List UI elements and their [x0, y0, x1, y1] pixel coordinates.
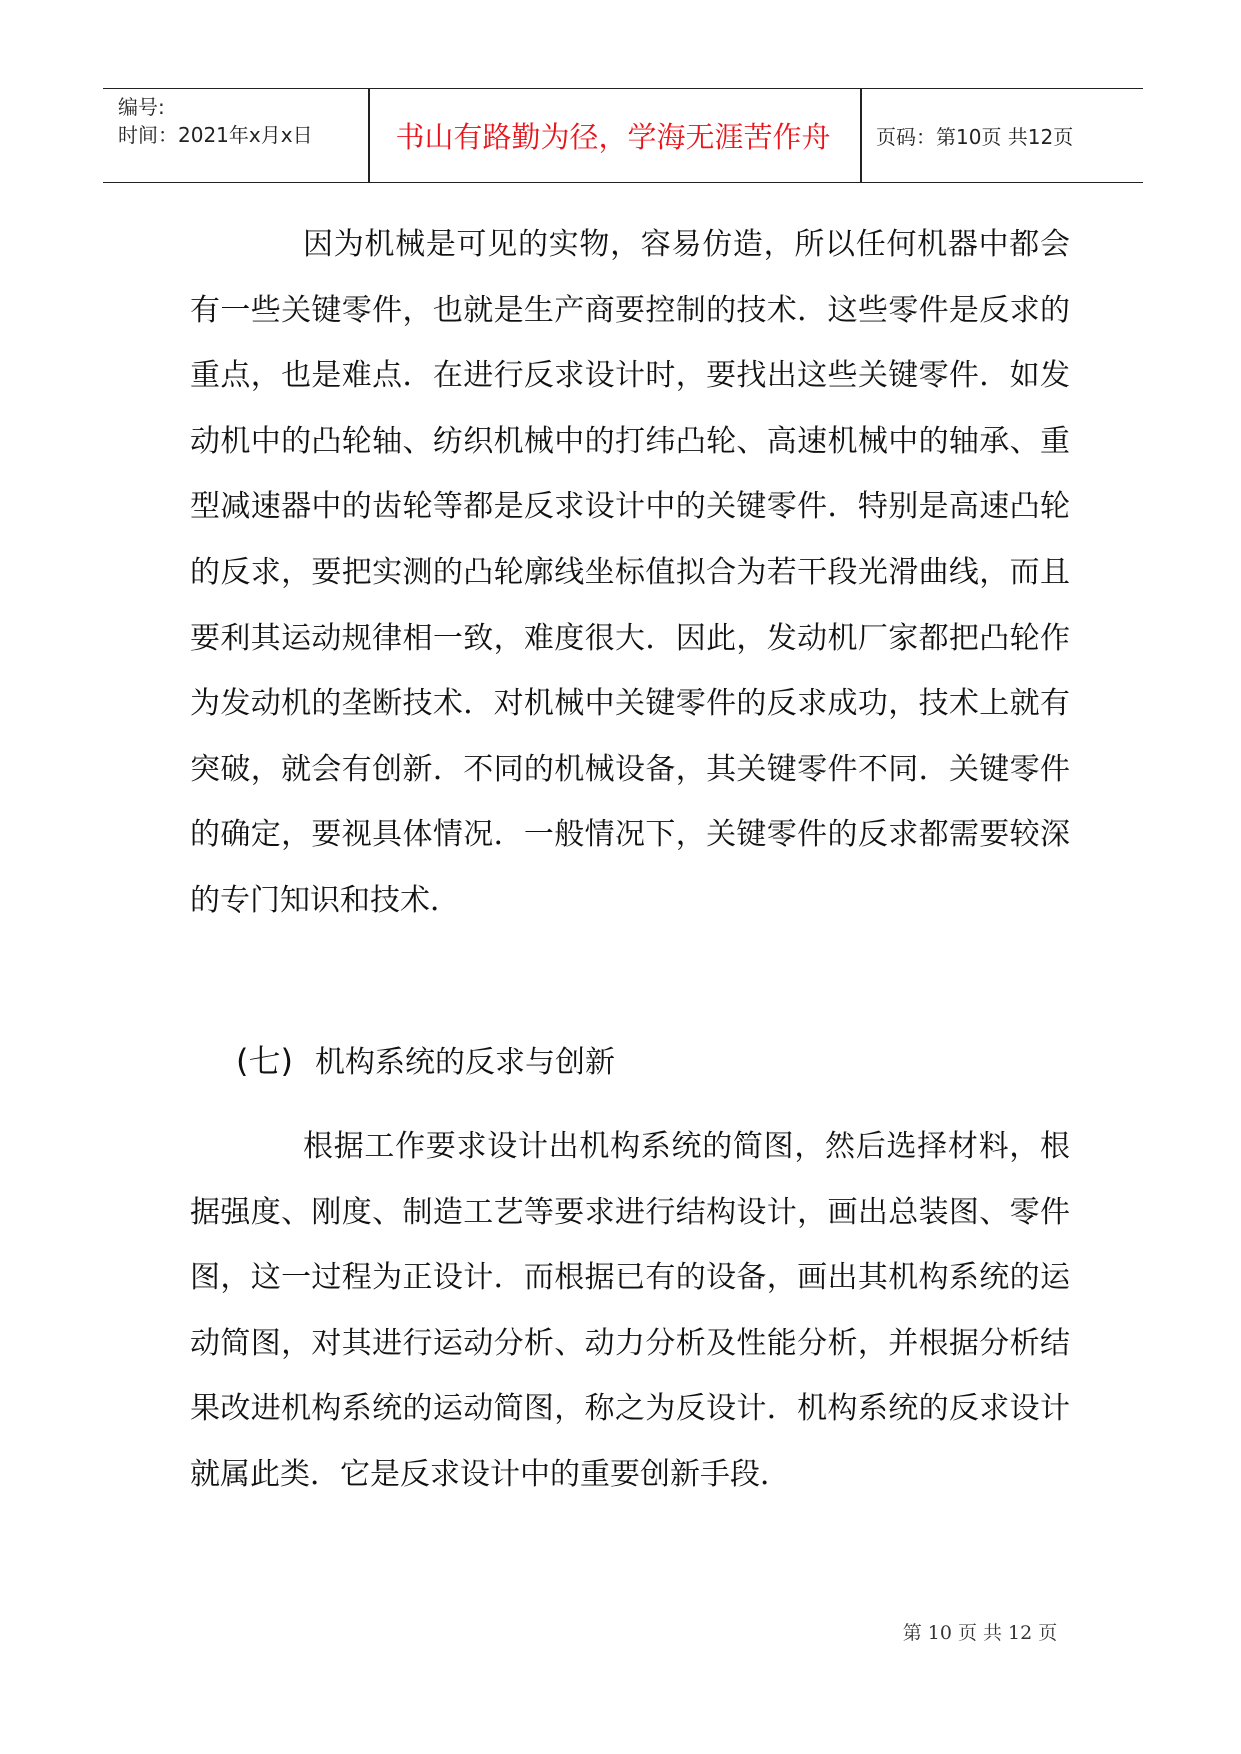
page-header	[103, 88, 1143, 183]
paragraph-key-parts: 因为机械是可见的实物，容易仿造，所以任何机器中都会有一些关键零件，也就是生产商要控制的技术．这些零件是反求的重点，也是难点．在进行反求设计时，要找出这些关键零件．如发动机中的凸轮轴、纺织机械中的打纬凸轮、高速机械中的轴承、重型减速器中的齿轮等都是反求设计中的关键零件．特别是高速凸轮的反求，要把实测的凸轮廓线坐标值拟合为若干段光滑曲线，而且要利其运动规律相一致，难度很大．因此，发动机厂家都把凸轮作为发动机的垄断技术．对机械中关键零件的反求成功，技术上就有突破，就会有创新．不同的机械设备，其关键零件不同．关键零件的确定，要视具体情况．一般情况下，关键零件的反求都需要较深的专门知识和技术．	[190, 227, 1070, 918]
section-heading	[236, 1036, 615, 1082]
header-motto: 书山有路勤为径，学海无涯苦作舟	[395, 120, 831, 154]
time-label: 时间：2021年x月x日	[118, 123, 313, 147]
serial-label: 编号:	[118, 95, 165, 119]
header-page-info: 页码：第10页 共12页	[876, 125, 1074, 149]
page-footer: 第 10 页 共 12 页	[902, 1622, 1058, 1644]
section-title: 机构系统的反求与创新	[314, 1045, 615, 1080]
section-number: (七)	[236, 1042, 293, 1080]
paragraph-mechanism-system: 根据工作要求设计出机构系统的简图，然后选择材料，根据强度、刚度、制造工艺等要求进行结构设计，画出总装图、零件图，这一过程为正设计．而根据已有的设备，画出其机构系统的运动简图，对其进行运动分析、动力分析及性能分析，并根据分析结果改进机构系统的运动简图，称之为反设计．机构系统的反求设计就属此类．它是反求设计中的重要创新手段．	[190, 1129, 1070, 1492]
header-info	[118, 93, 368, 149]
